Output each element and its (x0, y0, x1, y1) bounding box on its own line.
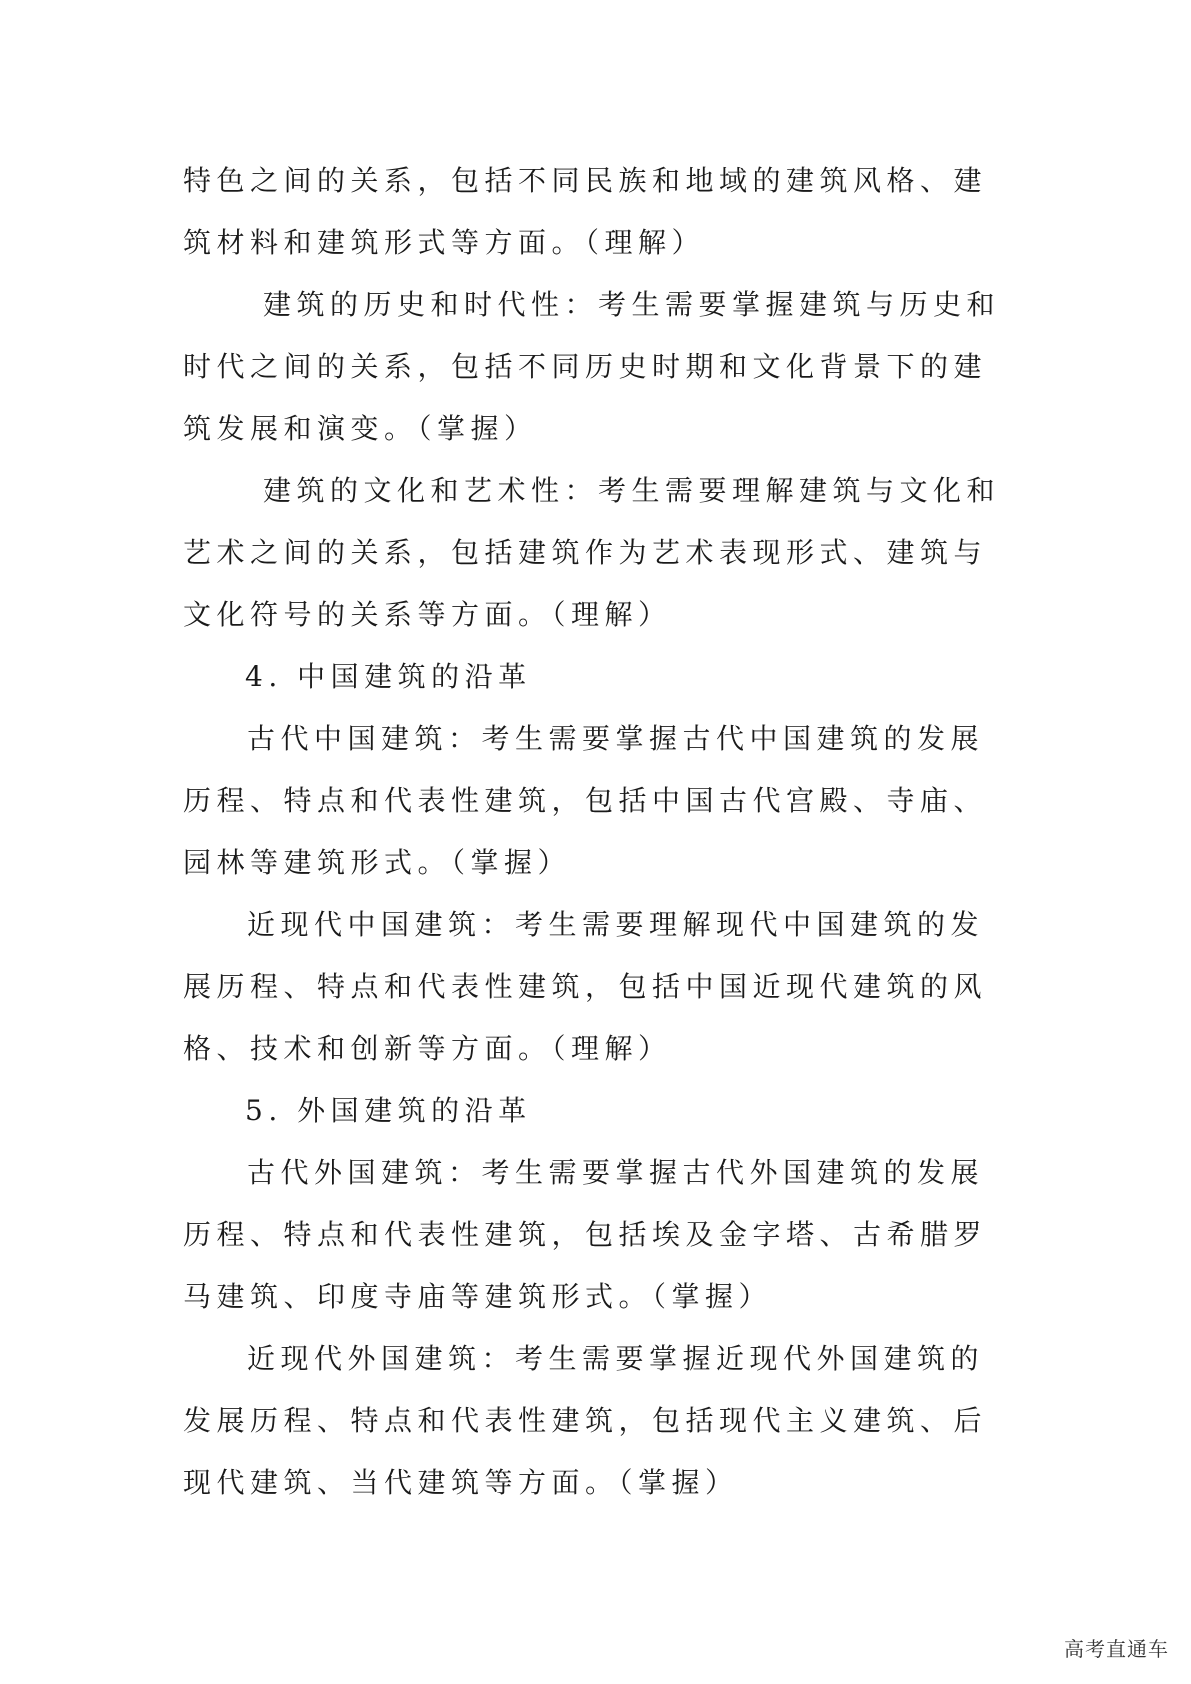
paragraph-continuation: 特色之间的关系，包括不同民族和地域的建筑风格、建筑材料和建筑形式等方面。（理解） (183, 164, 988, 259)
watermark-text: 高考直通车 (1064, 1637, 1169, 1661)
paragraph-modern-foreign: 近现代外国建筑：考生需要掌握近现代外国建筑的发展历程、特点和代表性建筑，包括现代主义建筑、后现代建筑、当代建筑等方面。（掌握） (183, 1342, 988, 1499)
paragraph-ancient-chinese: 古代中国建筑：考生需要掌握古代中国建筑的发展历程、特点和代表性建筑，包括中国古代宫殿、寺庙、园林等建筑形式。（掌握） (183, 722, 988, 879)
paragraph-architecture-history: 建筑的历史和时代性：考生需要掌握建筑与历史和时代之间的关系，包括不同历史时期和文化背景下的建筑发展和演变。（掌握） (183, 288, 1001, 445)
document-body (183, 150, 1013, 1514)
paragraph-ancient-foreign: 古代外国建筑：考生需要掌握古代外国建筑的发展历程、特点和代表性建筑，包括埃及金字塔、古希腊罗马建筑、印度寺庙等建筑形式。（掌握） (183, 1156, 988, 1313)
paragraph-architecture-culture: 建筑的文化和艺术性：考生需要理解建筑与文化和艺术之间的关系，包括建筑作为艺术表现形式、建筑与文化符号的关系等方面。（理解） (183, 474, 1001, 631)
section-heading-foreign-architecture: 5. 外国建筑的沿革 (245, 1094, 532, 1127)
section-heading-chinese-architecture: 4. 中国建筑的沿革 (245, 660, 532, 693)
paragraph-modern-chinese: 近现代中国建筑：考生需要理解现代中国建筑的发展历程、特点和代表性建筑，包括中国近现代建筑的风格、技术和创新等方面。（理解） (183, 908, 988, 1065)
